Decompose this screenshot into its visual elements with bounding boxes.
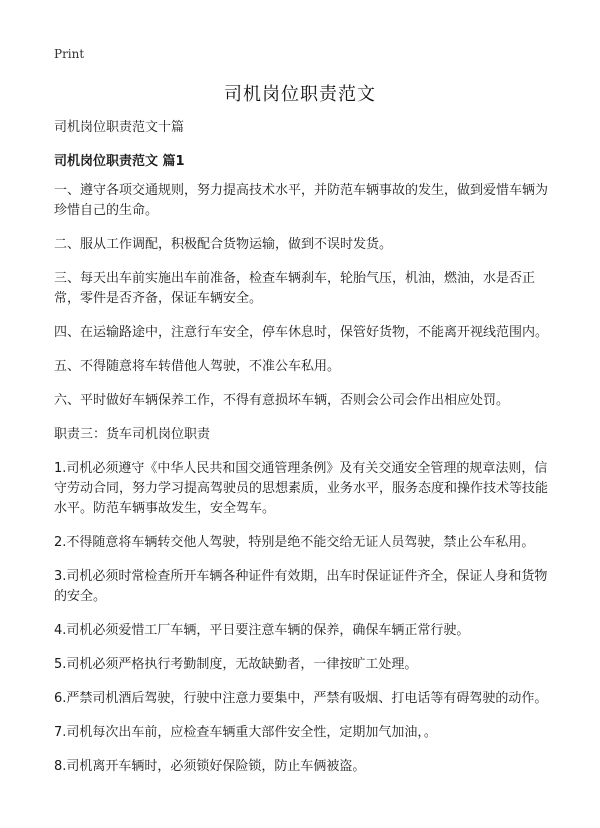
duty-item-3: 3.司机必须时常检查所开车辆各种证件有效期，出车时保证证件齐全，保证人身和货物的安全。 [54,569,548,604]
section-heading: 司机岗位职责范文 篇1 [54,154,185,169]
duty-item-8: 8.司机离开车辆时，必须锁好保险锁，防止车俩被盗。 [54,759,366,774]
paragraph-5: 五、不得随意将车转借他人驾驶，不准公车私用。 [54,359,341,374]
paragraph-6: 六、平时做好车辆保养工作，不得有意损坏车辆，否则会公司会作出相应处罚。 [54,393,510,408]
duty-item-7: 7.司机每次出车前，应检查车辆重大部件安全性，定期加气加油，。 [54,725,437,740]
paragraph-1: 一、遵守各项交通规则，努力提高技术水平，并防范车辆事故的发生，做到爱惜车辆为珍惜自己的生命。 [54,183,549,218]
duty-item-4: 4.司机必须爱惜工厂车辆，平日要注意车辆的保养，确保车辆正常行驶。 [54,623,470,638]
page-title: 司机岗位职责范文 [224,84,376,105]
duty-heading: 职责三：货车司机岗位职责 [54,427,211,442]
duty-item-2: 2.不得随意将车辆转交他人驾驶，特别是绝不能交给无证人员驾驶，禁止公车私用。 [54,535,535,550]
paragraph-4: 四、在运输路途中，注意行车安全，停车休息时，保管好货物，不能离开视线范围内。 [54,325,549,340]
document-body [54,118,554,791]
paragraph-2: 二、服从工作调配，积极配合货物运输，做到不误时发货。 [54,237,393,252]
duty-item-6: 6.严禁司机酒后驾驶，行驶中注意力要集中，严禁有吸烟、打电话等有碍驾驶的动作。 [54,691,548,706]
print-label: Print [54,47,85,61]
paragraph-3: 三、每天出车前实施出车前准备，检查车辆刹车，轮胎气压，机油，燃油，水是否正常，零件是否齐备，保证车辆安全。 [54,271,536,306]
duty-item-5: 5.司机必须严格执行考勤制度，无故缺勤者，一律按旷工处理。 [54,657,418,672]
duty-item-1: 1.司机必须遵守《中华人民共和国交通管理条例》及有关交通安全管理的规章法则，信守劳动合同，努力学习提高驾驶员的思想素质，业务水平，服务态度和操作技术等技能水平。防范车辆事故发生，安全驾车。 [54,461,549,516]
document-subtitle: 司机岗位职责范文十篇 [54,120,185,135]
